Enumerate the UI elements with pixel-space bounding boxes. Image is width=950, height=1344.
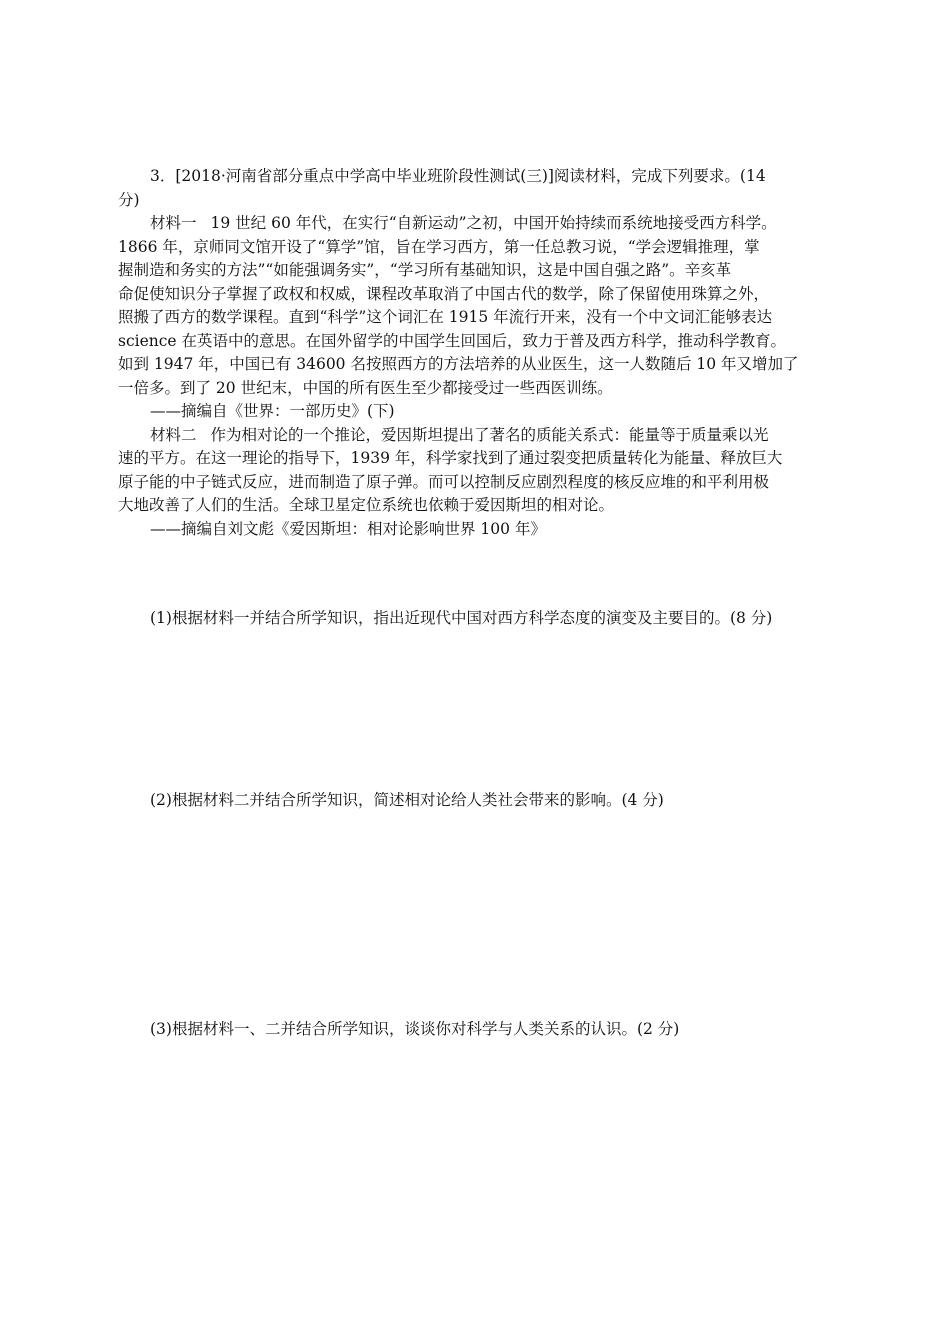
problem-body [118, 165, 833, 541]
material2-line: 速的平方。在这一理论的指导下，1939 年，科学家找到了通过裂变把质量转化为能量、释放巨大 [118, 449, 783, 467]
material1-line: 命促使知识分子掌握了政权和权威，课程改革取消了中国古代的数学，除了保留使用珠算之外， [118, 284, 770, 303]
material1-line: 1866 年，京师同文馆开设了“算学”馆，旨在学习西方，第一任总教习说，“学会逻辑推理，掌 [118, 237, 760, 256]
material2-line: 大地改善了人们的生活。全球卫星定位系统也依赖于爱因斯坦的相对论。 [118, 496, 615, 514]
material1-line: 如到 1947 年，中国已有 34600 名按照西方的方法培养的从业医生，这一人数随后 10 年又增加了 [118, 355, 799, 373]
material1-line: 握制造和务实的方法”“如能强调务实”，“学习所有基础知识，这是中国自强之路”。辛亥革 [118, 261, 732, 279]
material1-label: 材料一 [150, 214, 197, 232]
material2-source: ——摘编自刘文彪《爱因斯坦：相对论影响世界 100 年》 [150, 519, 546, 538]
problem-header-line2: 分) [118, 190, 140, 209]
problem-header-line1: 3．[2018·河南省部分重点中学高中毕业班阶段性测试(三)]阅读材料，完成下列要求。(14 [150, 167, 766, 185]
material1-line: 19 世纪 60 年代，在实行“自新运动”之初，中国开始持续而系统地接受西方科学。 [210, 214, 777, 232]
material1-line: 一倍多。到了 20 世纪末，中国的所有医生至少都接受过一些西医训练。 [118, 378, 613, 397]
material2-line: 原子能的中子链式反应，进而制造了原子弹。而可以控制反应剧烈程度的核反应堆的和平利用极 [118, 472, 770, 491]
material1-source: ——摘编自《世界：一部历史》(下) [150, 402, 395, 420]
material1-first-line [118, 212, 833, 236]
material1-line: 照搬了西方的数学课程。直到“科学”这个词汇在 1915 年流行开来，没有一个中文词汇能够表达 [118, 308, 773, 326]
question-3: (3)根据材料一、二并结合所学知识，谈谈你对科学与人类关系的认识。(2 分) [150, 1020, 680, 1038]
material2-label: 材料二 [150, 425, 197, 444]
material1-line: science 在英语中的意思。在国外留学的中国学生回国后，致力于普及西方科学，推动科学教育。 [118, 331, 787, 350]
question-2: (2)根据材料二并结合所学知识，简述相对论给人类社会带来的影响。(4 分) [150, 791, 664, 809]
material2-first-line [118, 424, 833, 448]
material2-line: 作为相对论的一个推论，爱因斯坦提出了著名的质能关系式：能量等于质量乘以光 [210, 425, 769, 444]
question-1: (1)根据材料一并结合所学知识，指出近现代中国对西方科学态度的演变及主要目的。(8 分) [150, 609, 773, 627]
